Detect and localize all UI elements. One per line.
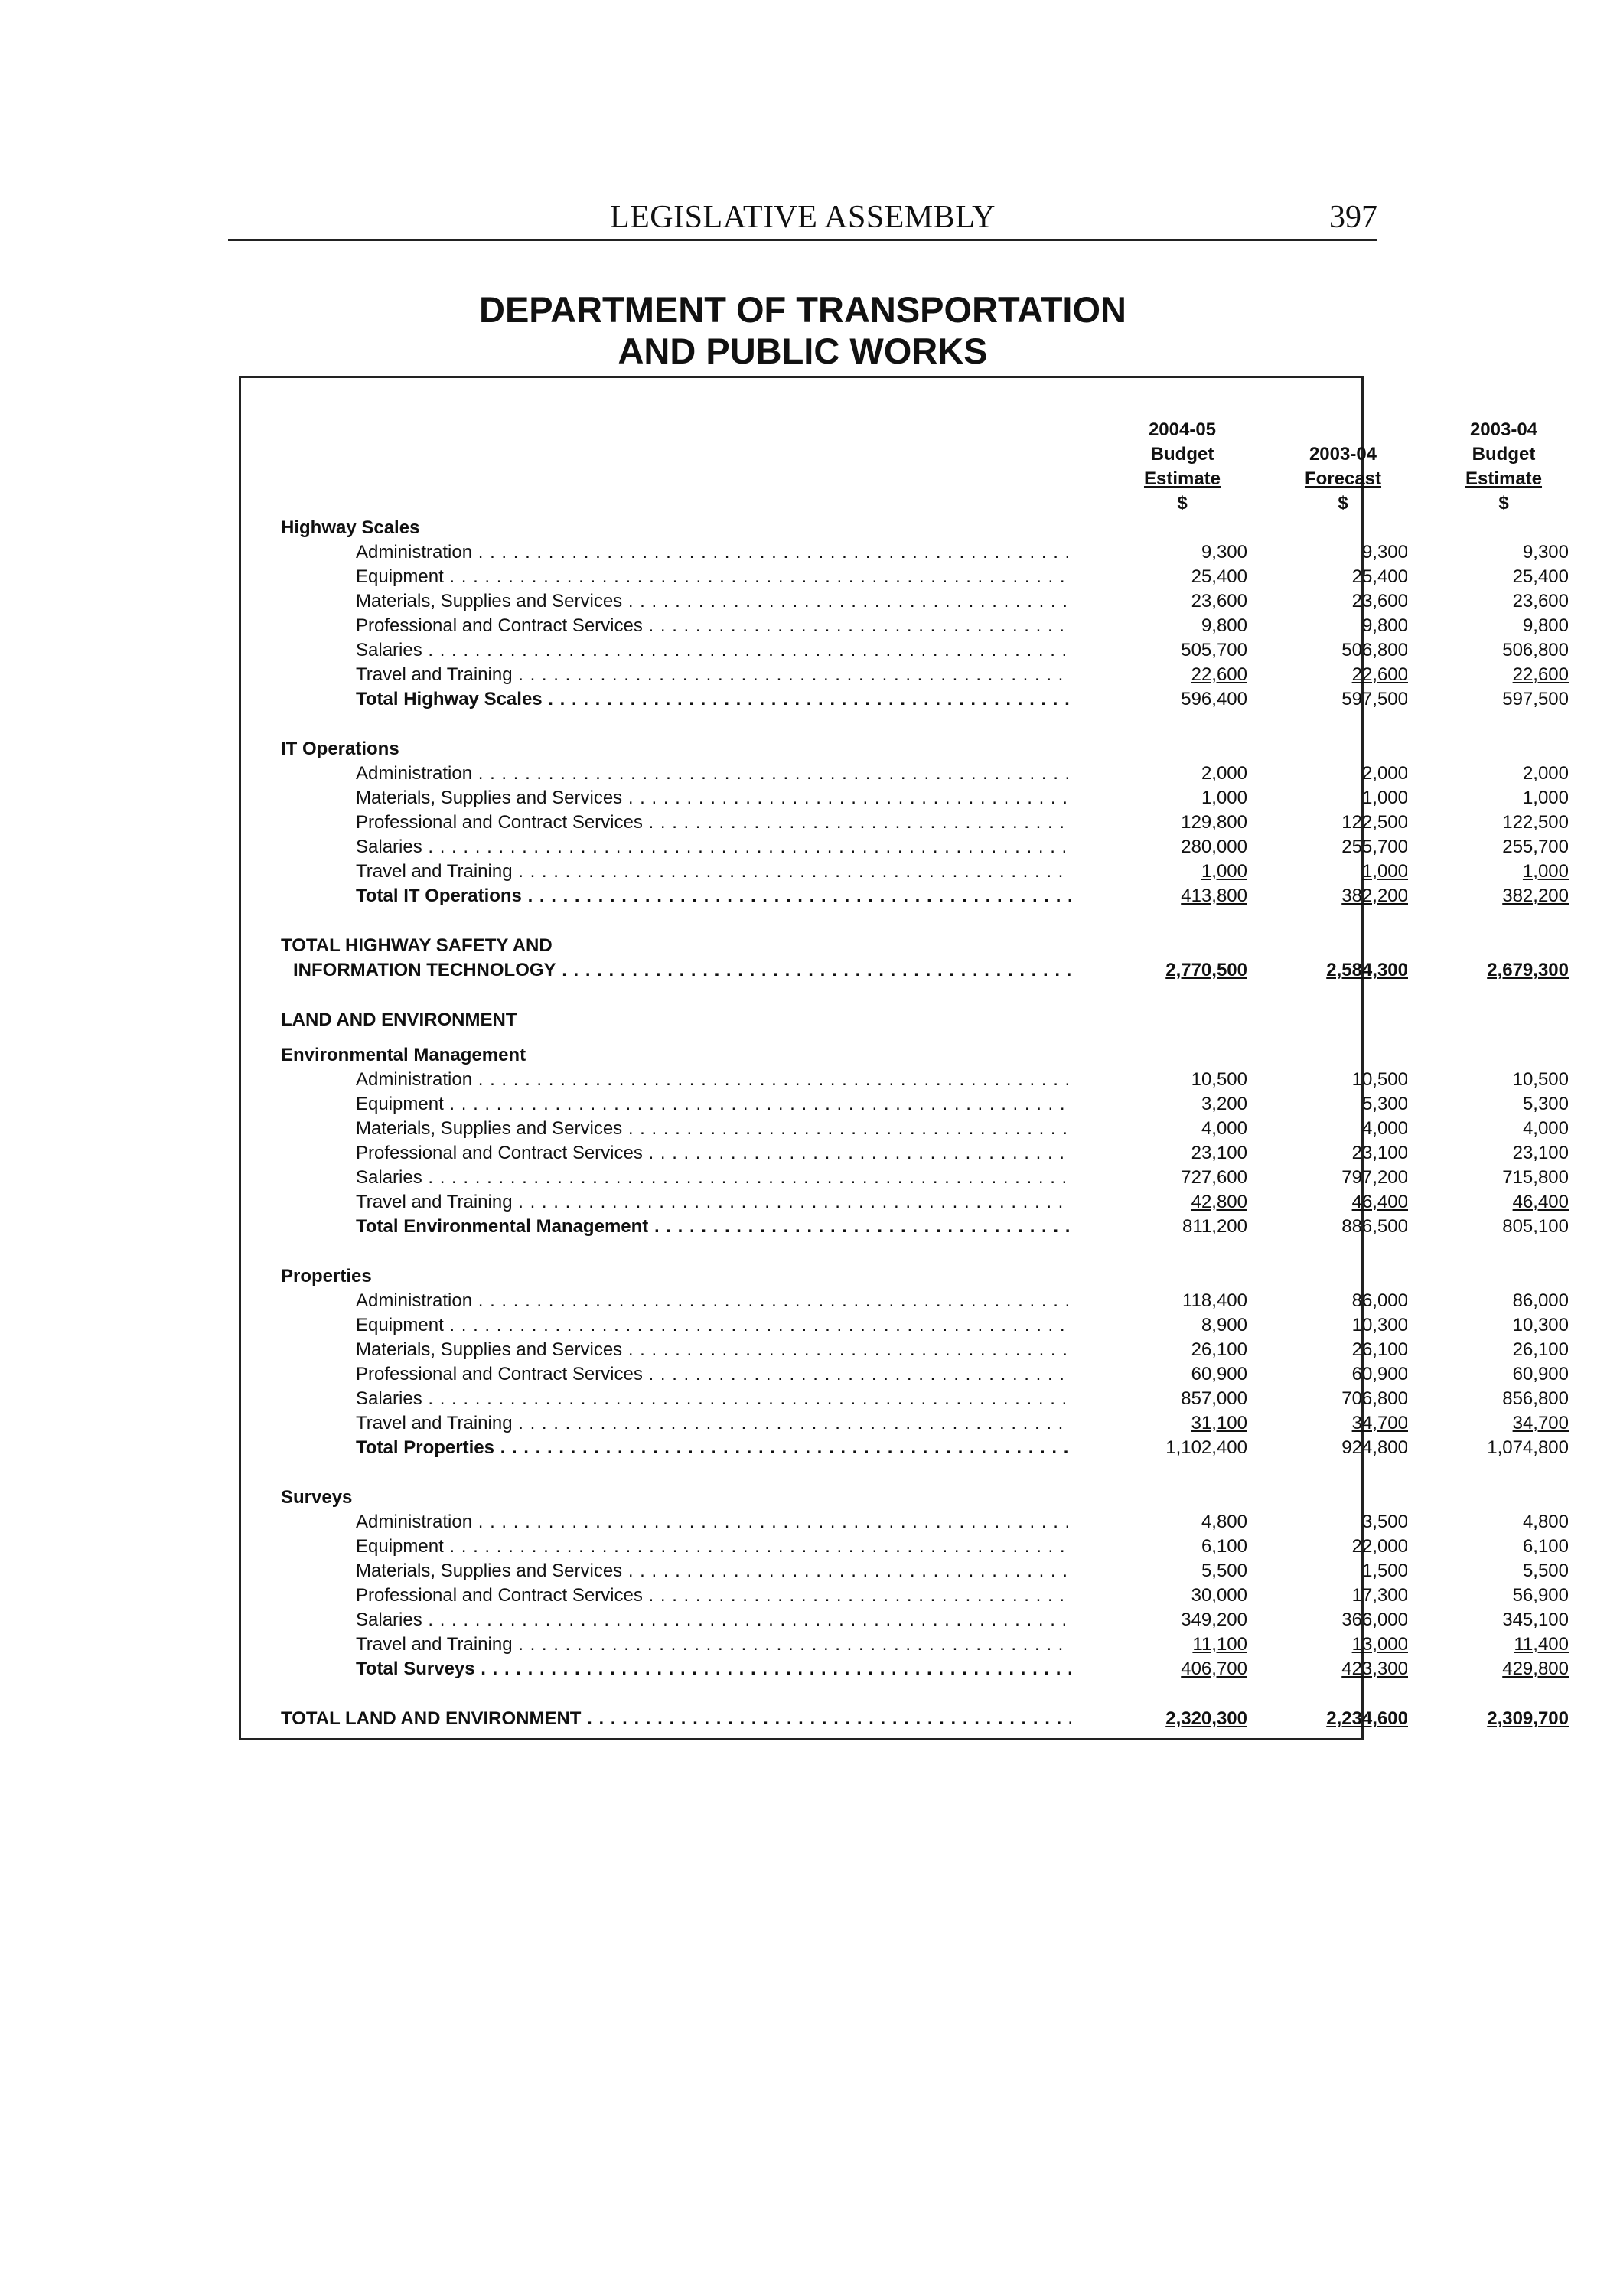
row-label: Total Properties . . . <box>356 1436 1071 1460</box>
cell-value: 505,700 <box>1181 640 1247 660</box>
row-label: Equipment . . . <box>356 565 1071 589</box>
cell-value: 26,100 <box>1512 1339 1569 1360</box>
cell-value: 23,100 <box>1191 1143 1247 1163</box>
row-label: Surveys <box>281 1487 353 1508</box>
row-label: Salaries . . . <box>356 1608 1071 1632</box>
table-row <box>241 1289 1569 1313</box>
cell-value: 10,300 <box>1512 1315 1569 1336</box>
table-row <box>241 1632 1569 1657</box>
row-label: Materials, Supplies and Services . . . <box>356 1338 1071 1362</box>
cell-value: 349,200 <box>1181 1609 1247 1630</box>
cell-value: 1,000 <box>1361 861 1408 882</box>
cell-value: 23,600 <box>1191 591 1247 612</box>
table-row <box>241 762 1569 786</box>
table-row <box>241 663 1569 687</box>
cell-value: 280,000 <box>1181 837 1247 857</box>
table-row <box>241 687 1569 712</box>
row-label: Equipment . . . <box>356 1534 1071 1559</box>
cell-value: 9,300 <box>1201 542 1247 563</box>
cell-value: 122,500 <box>1502 812 1569 833</box>
cell-value: 255,700 <box>1502 837 1569 857</box>
cell-value: 22,000 <box>1351 1536 1408 1557</box>
table-row <box>241 1264 1361 1289</box>
cell-value: 706,800 <box>1341 1388 1408 1409</box>
row-label: Materials, Supplies and Services . . . <box>356 1117 1071 1141</box>
cell-value: 4,800 <box>1522 1512 1569 1532</box>
table-row <box>241 540 1569 565</box>
cell-value: 34,700 <box>1351 1413 1408 1433</box>
cell-value: 406,700 <box>1181 1658 1247 1679</box>
cell-value: 60,900 <box>1512 1364 1569 1384</box>
running-head <box>228 193 1377 241</box>
cell-value: 2,000 <box>1361 763 1408 784</box>
table-row <box>241 516 1361 540</box>
cell-value: 715,800 <box>1502 1167 1569 1188</box>
cell-value: 413,800 <box>1181 885 1247 906</box>
cell-value: 1,000 <box>1201 788 1247 808</box>
cell-value: 886,500 <box>1341 1216 1408 1237</box>
table-row <box>241 737 1361 762</box>
row-label: Total Highway Scales . . . <box>356 687 1071 712</box>
row-label: Environmental Management <box>281 1045 526 1065</box>
row-label: Travel and Training . . . <box>356 1411 1071 1436</box>
cell-value: 5,500 <box>1522 1561 1569 1581</box>
cell-value: 25,400 <box>1351 566 1408 587</box>
row-label: LAND AND ENVIRONMENT <box>281 1009 517 1030</box>
cell-value: 9,300 <box>1522 542 1569 563</box>
table-row <box>241 810 1569 835</box>
row-label: TOTAL LAND AND ENVIRONMENT . . . <box>281 1707 1071 1731</box>
row-label: Professional and Contract Services . . . <box>356 1583 1071 1608</box>
cell-value: 2,234,600 <box>1326 1708 1408 1729</box>
cell-value: 3,200 <box>1201 1094 1247 1114</box>
cell-value: 597,500 <box>1341 689 1408 709</box>
cell-value: 9,800 <box>1522 615 1569 636</box>
cell-value: 3,500 <box>1361 1512 1408 1532</box>
cell-value: 26,100 <box>1191 1339 1247 1360</box>
cell-value: 10,500 <box>1512 1069 1569 1090</box>
table-row <box>241 1707 1569 1731</box>
table-row <box>241 786 1569 810</box>
cell-value: 5,300 <box>1361 1094 1408 1114</box>
cell-value: 811,200 <box>1182 1216 1247 1237</box>
cell-value: 4,800 <box>1201 1512 1247 1532</box>
cell-value: 9,800 <box>1201 615 1247 636</box>
column-header-2 <box>1266 418 1420 516</box>
column-year: 2003-04 <box>1309 444 1377 465</box>
budget-table <box>239 376 1569 1740</box>
cell-value: 2,000 <box>1522 763 1569 784</box>
cell-value: 17,300 <box>1351 1585 1408 1606</box>
cell-value: 60,900 <box>1351 1364 1408 1384</box>
cell-value: 23,100 <box>1351 1143 1408 1163</box>
table-row <box>241 1534 1569 1559</box>
column-type: Forecast <box>1304 468 1382 489</box>
row-label: Salaries . . . <box>356 835 1071 859</box>
row-label: Properties <box>281 1266 372 1287</box>
cell-value: 1,000 <box>1201 861 1247 882</box>
row-label: Administration . . . <box>356 1289 1071 1313</box>
row-label: Professional and Contract Services . . . <box>356 614 1071 638</box>
cell-value: 42,800 <box>1191 1192 1247 1212</box>
table-row <box>241 1510 1569 1534</box>
cell-value: 1,000 <box>1361 788 1408 808</box>
cell-value: 366,000 <box>1341 1609 1408 1630</box>
cell-value: 129,800 <box>1181 812 1247 833</box>
cell-value: 856,800 <box>1502 1388 1569 1409</box>
row-label: Materials, Supplies and Services . . . <box>356 589 1071 614</box>
row-label: Travel and Training . . . <box>356 663 1071 687</box>
table-row <box>241 1166 1569 1190</box>
cell-value: 13,000 <box>1351 1634 1408 1655</box>
row-label: Salaries . . . <box>356 1387 1071 1411</box>
cell-value: 924,800 <box>1341 1437 1408 1458</box>
column-type: Estimate <box>1143 468 1221 489</box>
table-row <box>241 1411 1569 1436</box>
row-label: Administration . . . <box>356 540 1071 565</box>
table-row <box>241 884 1569 908</box>
row-label: Salaries . . . <box>356 638 1071 663</box>
table-row <box>241 1387 1569 1411</box>
table-row <box>241 835 1569 859</box>
cell-value: 6,100 <box>1522 1536 1569 1557</box>
cell-value: 1,000 <box>1522 788 1569 808</box>
cell-value: 31,100 <box>1191 1413 1247 1433</box>
table-row <box>241 1362 1569 1387</box>
column-unit: $ <box>1498 493 1509 514</box>
cell-value: 382,200 <box>1341 885 1408 906</box>
cell-value: 2,770,500 <box>1165 960 1247 980</box>
cell-value: 22,600 <box>1191 664 1247 685</box>
cell-value: 5,500 <box>1201 1561 1247 1581</box>
cell-value: 429,800 <box>1502 1658 1569 1679</box>
cell-value: 11,100 <box>1192 1634 1247 1655</box>
cell-value: 2,584,300 <box>1326 960 1408 980</box>
cell-value: 56,900 <box>1512 1585 1569 1606</box>
table-row <box>241 1068 1569 1092</box>
cell-value: 9,300 <box>1361 542 1408 563</box>
row-label: Administration . . . <box>356 762 1071 786</box>
table-row <box>241 1008 1361 1032</box>
table-row <box>241 1092 1569 1117</box>
cell-value: 1,500 <box>1361 1561 1408 1581</box>
row-label: Professional and Contract Services . . . <box>356 1362 1071 1387</box>
table-row <box>241 1338 1569 1362</box>
column-header-1 <box>1106 418 1259 516</box>
cell-value: 11,400 <box>1514 1634 1569 1655</box>
cell-value: 1,000 <box>1522 861 1569 882</box>
row-label: Total Surveys . . . <box>356 1657 1071 1681</box>
cell-value: 86,000 <box>1512 1290 1569 1311</box>
column-year: 2004-05 <box>1148 419 1217 440</box>
cell-value: 25,400 <box>1512 566 1569 587</box>
cell-value: 345,100 <box>1502 1609 1569 1630</box>
row-label: Materials, Supplies and Services . . . <box>356 786 1071 810</box>
cell-value: 86,000 <box>1351 1290 1408 1311</box>
cell-value: 118,400 <box>1182 1290 1247 1311</box>
cell-value: 23,600 <box>1512 591 1569 612</box>
table-row <box>241 638 1569 663</box>
cell-value: 805,100 <box>1502 1216 1569 1237</box>
cell-value: 60,900 <box>1191 1364 1247 1384</box>
row-label: Salaries . . . <box>356 1166 1071 1190</box>
cell-value: 22,600 <box>1512 664 1569 685</box>
cell-value: 10,300 <box>1351 1315 1408 1336</box>
row-label: Materials, Supplies and Services . . . <box>356 1559 1071 1583</box>
cell-value: 2,320,300 <box>1165 1708 1247 1729</box>
cell-value: 727,600 <box>1181 1167 1247 1188</box>
table-row <box>241 958 1569 983</box>
row-label: Travel and Training . . . <box>356 859 1071 884</box>
table-row <box>241 1190 1569 1215</box>
table-row <box>241 1313 1569 1338</box>
column-type: Estimate <box>1465 468 1543 489</box>
row-label: Administration . . . <box>356 1068 1071 1092</box>
cell-value: 26,100 <box>1351 1339 1408 1360</box>
table-row <box>241 1583 1569 1608</box>
page-title <box>228 289 1377 372</box>
cell-value: 596,400 <box>1181 689 1247 709</box>
cell-value: 2,000 <box>1201 763 1247 784</box>
cell-value: 23,600 <box>1351 591 1408 612</box>
cell-value: 4,000 <box>1201 1118 1247 1139</box>
cell-value: 5,300 <box>1522 1094 1569 1114</box>
cell-value: 10,500 <box>1191 1069 1247 1090</box>
cell-value: 506,800 <box>1502 640 1569 660</box>
row-label: TOTAL HIGHWAY SAFETY AND <box>281 935 553 956</box>
cell-value: 8,900 <box>1201 1315 1247 1336</box>
cell-value: 4,000 <box>1361 1118 1408 1139</box>
cell-value: 255,700 <box>1341 837 1408 857</box>
table-row <box>241 934 1361 958</box>
cell-value: 597,500 <box>1502 689 1569 709</box>
cell-value: 797,200 <box>1341 1167 1408 1188</box>
column-kind: Budget <box>1150 444 1214 465</box>
cell-value: 46,400 <box>1351 1192 1408 1212</box>
cell-value: 30,000 <box>1191 1585 1247 1606</box>
cell-value: 22,600 <box>1351 664 1408 685</box>
cell-value: 10,500 <box>1351 1069 1408 1090</box>
table-row <box>241 565 1569 589</box>
column-header-3 <box>1427 418 1580 516</box>
table-row <box>241 859 1569 884</box>
cell-value: 34,700 <box>1512 1413 1569 1433</box>
page-number: 397 <box>1329 200 1377 235</box>
row-label: Equipment . . . <box>356 1092 1071 1117</box>
cell-value: 2,309,700 <box>1487 1708 1569 1729</box>
table-row <box>241 614 1569 638</box>
row-label: Administration . . . <box>356 1510 1071 1534</box>
cell-value: 23,100 <box>1512 1143 1569 1163</box>
table-row <box>241 1117 1569 1141</box>
table-row <box>241 1657 1569 1681</box>
row-label: Professional and Contract Services . . . <box>356 1141 1071 1166</box>
cell-value: 423,300 <box>1341 1658 1408 1679</box>
cell-value: 2,679,300 <box>1487 960 1569 980</box>
cell-value: 1,102,400 <box>1165 1437 1247 1458</box>
row-label: Total IT Operations . . . <box>356 884 1071 908</box>
cell-value: 9,800 <box>1361 615 1408 636</box>
cell-value: 382,200 <box>1502 885 1569 906</box>
row-label: Professional and Contract Services . . . <box>356 810 1071 835</box>
running-title: LEGISLATIVE ASSEMBLY <box>610 200 996 235</box>
table-row <box>241 1559 1569 1583</box>
cell-value: 4,000 <box>1522 1118 1569 1139</box>
table-row <box>241 1043 1361 1068</box>
page-title-line-2: AND PUBLIC WORKS <box>618 331 988 371</box>
table-row <box>241 1436 1569 1460</box>
cell-value: 1,074,800 <box>1487 1437 1569 1458</box>
row-label: INFORMATION TECHNOLOGY . . . <box>293 958 1071 983</box>
cell-value: 857,000 <box>1181 1388 1247 1409</box>
table-row <box>241 589 1569 614</box>
cell-value: 6,100 <box>1201 1536 1247 1557</box>
cell-value: 506,800 <box>1341 640 1408 660</box>
cell-value: 46,400 <box>1512 1192 1569 1212</box>
column-unit: $ <box>1177 493 1188 514</box>
column-year: 2003-04 <box>1469 419 1538 440</box>
table-row <box>241 1486 1361 1510</box>
table-row <box>241 1608 1569 1632</box>
row-label: Highway Scales <box>281 517 420 538</box>
row-label: IT Operations <box>281 739 399 759</box>
column-unit: $ <box>1338 493 1348 514</box>
column-kind: Budget <box>1472 444 1536 465</box>
cell-value: 25,400 <box>1191 566 1247 587</box>
table-row <box>241 1141 1569 1166</box>
column-year <box>1266 418 1420 442</box>
row-label: Travel and Training . . . <box>356 1190 1071 1215</box>
page-title-line-1: DEPARTMENT OF TRANSPORTATION <box>479 289 1126 330</box>
table-row <box>241 1215 1569 1239</box>
cell-value: 122,500 <box>1341 812 1408 833</box>
row-label: Equipment . . . <box>356 1313 1071 1338</box>
row-label: Total Environmental Management . . . <box>356 1215 1071 1239</box>
row-label: Travel and Training . . . <box>356 1632 1071 1657</box>
